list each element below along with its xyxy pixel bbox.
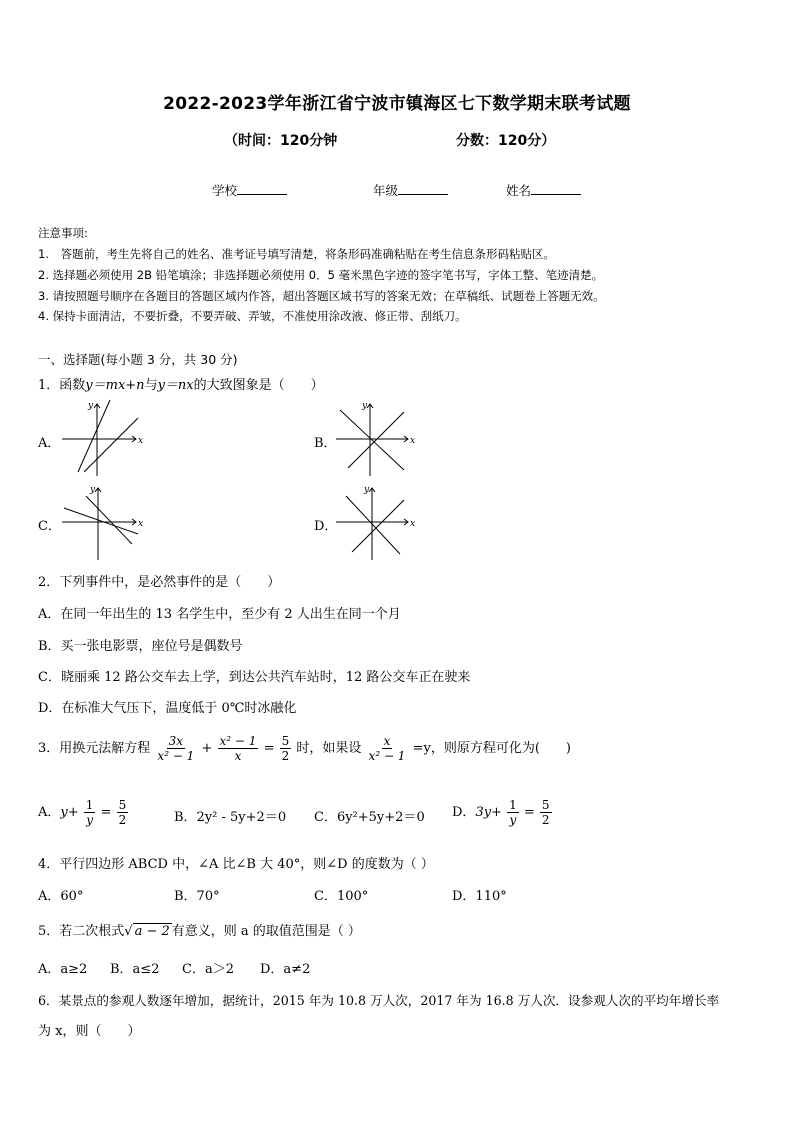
- question-1-stem: [38, 374, 324, 393]
- denominator: x² − 1: [368, 749, 406, 763]
- q3-option-d: [452, 798, 553, 827]
- exam-title: 2022-2023学年浙江省宁波市镇海区七下数学期末联考试题: [163, 94, 631, 114]
- q3-mid: 时，如果设: [296, 741, 362, 756]
- q1-graph-b: [332, 398, 422, 478]
- fraction: [84, 798, 96, 827]
- q1-expr2: y＝nx: [157, 378, 194, 393]
- q5-prefix: 5．若二次根式: [38, 924, 125, 939]
- q5-suffix: 有意义，则 a 的取值范围是（ ）: [171, 924, 361, 939]
- q4-option-a: A．60°: [38, 889, 84, 904]
- q4-option-c: C．100°: [314, 889, 369, 904]
- q2-option-c: C．晓丽乘 12 路公交车去上学，到达公共汽车站时，12 路公交车正在驶来: [38, 670, 471, 685]
- notes-heading: 注意事项:: [38, 226, 88, 240]
- question-2-stem: 2．下列事件中，是必然事件的是（ ）: [38, 575, 281, 590]
- q3-option-c: C．6y²+5y+2＝0: [314, 810, 425, 825]
- equals-sign: =: [523, 805, 535, 820]
- axis-x-label: x: [410, 436, 416, 446]
- q2-option-b: B．买一张电影票，座位号是偶数号: [38, 639, 243, 654]
- grade-blank: [398, 182, 448, 195]
- school-field: [212, 181, 287, 199]
- section-heading: 一、选择题(每小题 3 分，共 30 分): [38, 352, 238, 367]
- option-expr: 3y+: [475, 805, 502, 820]
- q1-graph-d: [332, 482, 422, 562]
- q1-suffix: 的大致图象是（ ）: [193, 378, 324, 393]
- axis-x-label: x: [138, 519, 144, 529]
- note-item: 3. 请按照题号顺序在各题目的答题区域内作答，超出答题区域书写的答案无效；在草稿纸、试题卷上答题无效。: [38, 289, 605, 303]
- option-label: A．: [38, 805, 61, 820]
- q1-option-b-label: B．: [314, 436, 337, 451]
- plus-sign: +: [201, 741, 213, 756]
- q1-expr1: y＝mx+n: [85, 378, 145, 393]
- school-label: 学校: [212, 183, 238, 198]
- fraction: [117, 798, 129, 827]
- denominator: 2: [541, 813, 550, 827]
- q5-option-a: A．a≥2: [38, 962, 88, 977]
- fraction: [280, 734, 292, 763]
- q3-option-b: B．2y² - 5y+2＝0: [174, 810, 287, 825]
- name-label: 姓名: [506, 183, 532, 198]
- axis-x-label: x: [410, 519, 416, 529]
- exam-score: 分数：120分）: [456, 133, 556, 149]
- note-item: 1. 答题前，考生先将自己的姓名、准考证号填写清楚，将条形码准确粘贴在考生信息条形码粘贴区。: [38, 247, 555, 261]
- question-4-stem: 4．平行四边形 ABCD 中，∠A 比∠B 大 40°，则∠D 的度数为（ ）: [38, 857, 434, 872]
- axis-y-label: y: [88, 401, 94, 411]
- q1-graph-c: [60, 482, 150, 562]
- numerator: 3x: [168, 734, 184, 748]
- q3-prefix: 3．用换元法解方程: [38, 741, 151, 756]
- q5-option-b: B．a≤2: [110, 962, 160, 977]
- option-label: D．: [452, 805, 476, 820]
- axis-y-label: y: [364, 485, 370, 495]
- equals-sign: =: [100, 805, 112, 820]
- option-expr: y+: [60, 805, 79, 820]
- grade-label: 年级: [373, 183, 399, 198]
- q5-option-c: C．a＞2: [182, 962, 234, 977]
- q1-mid: 与: [144, 378, 158, 393]
- fraction: [155, 734, 196, 763]
- question-6-stem-line2: 为 x，则（ ）: [38, 1024, 141, 1039]
- fraction: [507, 798, 519, 827]
- note-item: 2. 选择题必须使用 2B 铅笔填涂；非选择题必须使用 0．5 毫米黑色字迹的签字笔书写，字体工整、笔迹清楚。: [38, 268, 604, 282]
- axis-y-label: y: [90, 485, 96, 495]
- denominator: y: [86, 813, 93, 827]
- numerator: 5: [281, 734, 290, 748]
- exam-time: （时间：120分钟: [224, 133, 338, 149]
- denominator: 2: [281, 749, 290, 763]
- question-6-stem-line1: 6．某景点的参观人数逐年增加，据统计，2015 年为 10.8 万人次，2017 年为 16.8 万人次．设参观人次的平均年增长率: [38, 993, 720, 1008]
- numerator: 1: [509, 798, 517, 812]
- denominator: y: [509, 813, 517, 827]
- q3-option-a: [38, 798, 129, 827]
- q1-option-a-label: A．: [38, 436, 61, 451]
- name-field: [506, 181, 581, 199]
- denominator: x² − 1: [157, 749, 195, 763]
- q1-prefix: 1．函数: [38, 378, 86, 393]
- q5-option-d: D．a≠2: [260, 962, 311, 977]
- fraction: [218, 734, 259, 763]
- numerator: 5: [541, 798, 550, 812]
- question-5-stem: [38, 920, 361, 939]
- q4-option-b: B．70°: [174, 889, 220, 904]
- school-blank: [237, 182, 287, 195]
- axis-y-label: y: [362, 401, 368, 411]
- grade-field: [373, 181, 448, 199]
- denominator: x: [234, 749, 242, 763]
- numerator: x: [383, 734, 391, 748]
- numerator: 1: [85, 798, 94, 812]
- fraction: [367, 734, 408, 763]
- q2-option-d: D．在标准大气压下，温度低于 0℃时冰融化: [38, 701, 297, 716]
- sqrt-radicand: a − 2: [134, 924, 170, 939]
- q1-graph-a: [60, 398, 150, 478]
- q4-option-d: D．110°: [452, 889, 507, 904]
- q2-option-a: A．在同一年出生的 13 名学生中，至少有 2 人出生在同一个月: [38, 607, 401, 622]
- q3-suffix: =y，则原方程可化为( ): [412, 741, 571, 756]
- fraction: [540, 798, 552, 827]
- denominator: 2: [118, 813, 127, 827]
- numerator: x² − 1: [219, 734, 257, 748]
- q1-option-d-label: D．: [314, 519, 338, 534]
- axis-x-label: x: [138, 436, 144, 446]
- sqrt-sign: √: [124, 924, 133, 939]
- equals-sign: =: [263, 741, 275, 756]
- q1-option-c-label: C．: [38, 519, 61, 534]
- question-3-stem: [38, 734, 571, 763]
- name-blank: [531, 182, 581, 195]
- numerator: 5: [118, 798, 127, 812]
- note-item: 4. 保持卡面清洁，不要折叠，不要弄破、弄皱，不准使用涂改液、修正带、刮纸刀。: [38, 309, 467, 323]
